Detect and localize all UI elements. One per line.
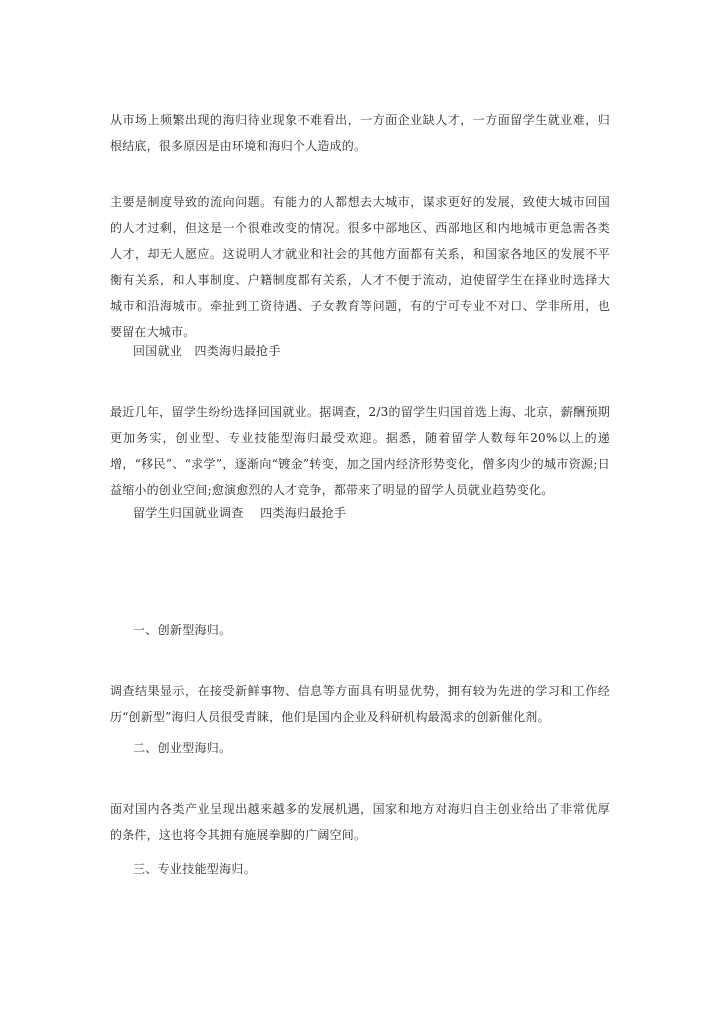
paragraph-entrepreneurial: 面对国内各类产业呈现出越来越多的发展机遇，国家和地方对海归自主创业给出了非常优厚的条件，这也将令其拥有施展拳脚的广阔空间。 [110, 802, 610, 842]
paragraph-innovative: 调查结果显示，在接受新鲜事物、信息等方面具有明显优势，拥有较为先进的学习和工作经历“创新型”海归人员很受青睐，他们是国内企业及科研机构最渴求的创新催化剂。 [110, 684, 610, 724]
paragraph-intro: 从市场上频繁出现的海归待业现象不难看出，一方面企业缺人才，一方面留学生就业难，归根结底，很多原因是由环境和海归个人造成的。 [110, 113, 610, 153]
section-heading-professional-skill: 三、专业技能型海归。 [133, 862, 257, 876]
paragraph-recent-years: 最近几年，留学生纷纷选择回国就业。据调查，2/3的留学生归国首选上海、北京，薪酬预期更加务实，创业型、专业技能型海归最受欢迎。据悉，随着留学人数每年20%以上的递增，“移民”、“求学”，逐渐向“镀金”转变，加之国内经济形势变化，僧多肉少的城市资源;日益缩小的创业空间;愈演愈烈的人才竞争，都带来了明显的留学人员就业趋势变化。 [110, 405, 610, 497]
paragraph-institutional-causes: 主要是制度导致的流向问题。有能力的人都想去大城市，谋求更好的发展，致使大城市回国的人才过剩，但这是一个很难改变的情况。很多中部地区、西部地区和内地城市更急需各类人才，却无人愿应。这说明人才就业和社会的其他方面都有关系，和国家各地区的发展不平衡有关系，和人事制度、户籍制度都有关系，人才不便于流动，迫使留学生在择业时选择大城市和沿海城市。牵扯到工资待遇、子女教育等问题，有的宁可专业不对口、学非所用，也要留在大城市。 [110, 195, 610, 339]
section-heading-return-employment: 回国就业 四类海归最抢手 [133, 344, 281, 358]
section-heading-entrepreneurial: 二、创业型海归。 [133, 741, 232, 755]
section-heading-innovative: 一、创新型海归。 [133, 623, 232, 637]
section-heading-survey: 留学生归国就业调查 四类海归最抢手 [133, 506, 347, 520]
